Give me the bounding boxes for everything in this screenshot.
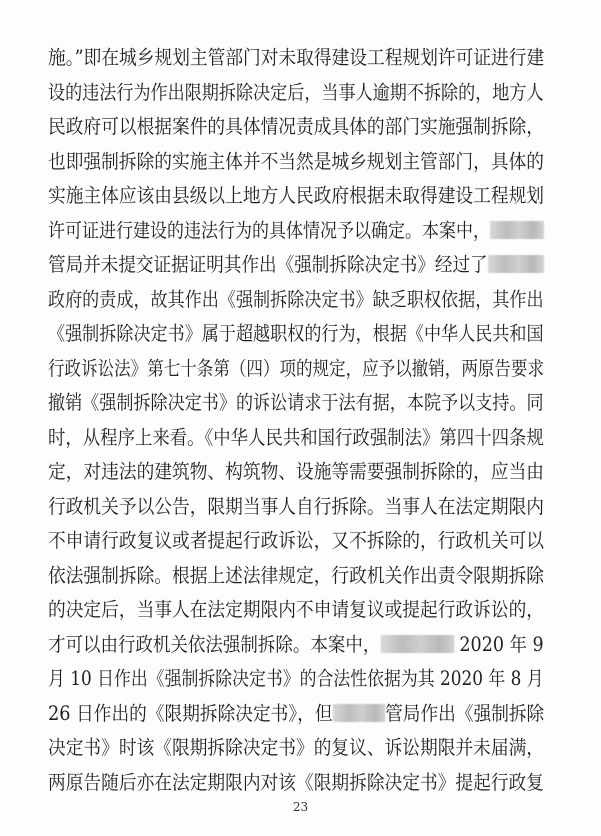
text-line: [48, 771, 544, 795]
text-line: [48, 288, 544, 312]
redaction-blur: [488, 255, 544, 273]
text-segment: 26 日作出的《限期拆除决定书》，但: [48, 701, 333, 725]
text-line: [48, 253, 544, 277]
text-line: [48, 736, 544, 760]
text-segment: 许可证进行建设的违法行为的具体情况予以确定。本案中，: [48, 218, 490, 242]
text-segment: 不申请行政复议或者提起行政诉讼，又不拆除的，行政机关可以: [48, 529, 545, 552]
text-segment: 实施主体应该由县级以上地方人民政府根据未取得建设工程规划: [48, 184, 545, 207]
text-line: [48, 702, 544, 726]
text-segment: 才可以由行政机关依法强制拆除。本案中，: [48, 632, 381, 656]
text-line: [48, 529, 544, 553]
text-segment: 管局作出《强制拆除: [385, 701, 545, 725]
text-segment: 《强制拆除决定书》属于超越职权的行为，根据《中华人民共和国: [48, 322, 544, 345]
text-segment: 决定书》时该《限期拆除决定书》的复议、诉讼期限并未届满，: [48, 736, 545, 759]
redaction-blur: [380, 635, 454, 653]
text-line: [48, 219, 544, 243]
text-segment: 依法强制拆除。根据上述法律规定，行政机关作出责令限期拆除: [48, 563, 545, 587]
text-segment: 政府的责成，故其作出《强制拆除决定书》缺乏职权依据，其作出: [48, 287, 544, 311]
text-segment: 民政府可以根据案件的具体情况责成具体的部门实施强制拆除，: [48, 115, 545, 138]
text-segment: 行政机关予以公告，限期当事人自行拆除。当事人在法定期限内: [48, 494, 545, 518]
text-segment: 月 10 日作出《强制拆除决定书》的合法性依据为其 2020 年 8 月: [48, 667, 544, 690]
text-line: [48, 426, 544, 450]
text-segment: 两原告随后亦在法定期限内对该《限期拆除决定书》提起行政复: [48, 770, 545, 794]
text-line: [48, 460, 544, 484]
text-segment: 也即强制拆除的实施主体并不当然是城乡规划主管部门，具体的: [48, 149, 545, 173]
text-segment: 行政诉讼法》第七十条第（四）项的规定，应予以撤销，两原告要求: [48, 356, 545, 380]
text-line: [48, 667, 544, 691]
text-segment: 管局并未提交证据证明其作出《强制拆除决定书》经过了: [48, 253, 488, 276]
text-line: [48, 46, 544, 70]
text-segment: 2020 年 9: [453, 632, 544, 656]
text-line: [48, 564, 544, 588]
text-segment: 设的违法行为作出限期拆除决定后，当事人逾期不拆除的，地方人: [48, 80, 544, 104]
text-line: [48, 598, 544, 622]
text-line: [48, 322, 544, 346]
text-line: [48, 357, 544, 381]
text-line: [48, 115, 544, 139]
text-segment: 的决定后，当事人在法定期限内不申请复议或提起行政诉讼的，: [48, 598, 545, 621]
text-segment: 定，对违法的建筑物、构筑物、设施等需要强制拆除的，应当由: [48, 460, 545, 483]
text-segment: 时，从程序上来看。《中华人民共和国行政强制法》第四十四条规: [48, 425, 544, 449]
text-line: [48, 495, 544, 519]
redaction-blur: [333, 704, 386, 722]
text-line: [48, 184, 544, 208]
text-line: [48, 81, 544, 105]
text-line: [48, 150, 544, 174]
text-line: [48, 391, 544, 415]
redaction-blur: [490, 221, 544, 239]
text-segment: 施。”即在城乡规划主管部门对未取得建设工程规划许可证进行建: [48, 46, 545, 69]
page-number: 23: [292, 800, 309, 814]
text-line: [48, 633, 544, 657]
text-segment: 撤销《强制拆除决定书》的诉讼请求于法有据，本院予以支持。同: [48, 391, 544, 414]
